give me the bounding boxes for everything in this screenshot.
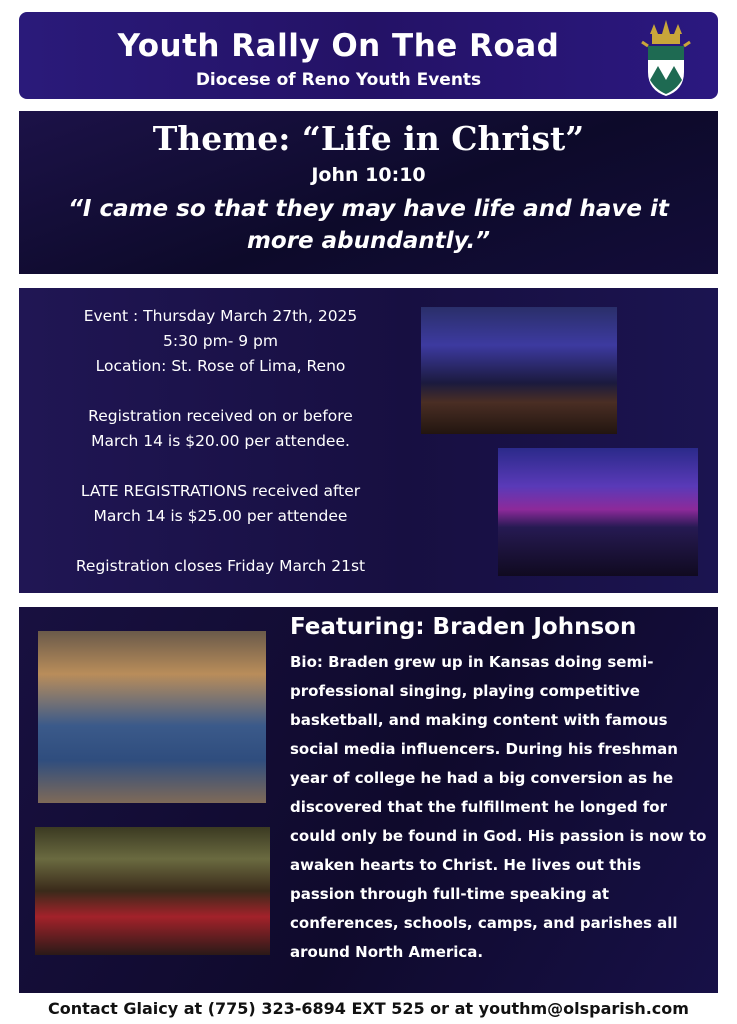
scripture-quote: “I came so that they may have life and have it more abundantly.”: [68, 196, 669, 254]
scripture-reference: John 10:10: [311, 164, 426, 186]
speaker-heading: Featuring: Braden Johnson: [290, 614, 637, 640]
contact-info: Contact Glaicy at (775) 323-6894 EXT 525 or at youthm@olsparish.com: [48, 999, 689, 1018]
page-title: Youth Rally On The Road: [117, 28, 560, 64]
header-banner: [19, 12, 718, 99]
theme-title: Theme: “Life in Christ”: [152, 119, 585, 158]
speaker-audience-photo: [35, 827, 270, 955]
featured-speaker-section: [19, 607, 718, 993]
event-details-section: [19, 288, 718, 593]
speaker-bio: Bio: Braden grew up in Kansas doing semi-professional singing, playing competitive basketball, and making content with famous social media influencers. During his freshman year of college he had a big conversion as he discovered that the fulfillment he longed for could only be found in God. His passion is now to awaken hearts to Christ. He lives out this passion through full-time speaking at conferences, schools, camps, and parishes all around North America.: [290, 653, 707, 961]
rally-stage-photo: [421, 307, 617, 434]
speaker-portrait-photo: [38, 631, 266, 803]
theme-section: [19, 111, 718, 274]
late-registration-line2: March 14 is $25.00 per attendee: [93, 507, 348, 525]
early-registration-line2: March 14 is $20.00 per attendee.: [91, 432, 350, 450]
event-info: [19, 304, 422, 579]
early-registration-line1: Registration received on or before: [88, 407, 353, 425]
event-date: Event : Thursday March 27th, 2025: [83, 307, 358, 325]
diocese-crest-icon: [640, 20, 692, 98]
registration-deadline: Registration closes Friday March 21st: [75, 557, 366, 575]
event-location: Location: St. Rose of Lima, Reno: [95, 357, 346, 375]
late-registration-line1: LATE REGISTRATIONS received after: [80, 482, 361, 500]
worship-concert-photo: [498, 448, 698, 576]
event-time: 5:30 pm- 9 pm: [163, 332, 278, 350]
page-subtitle: Diocese of Reno Youth Events: [195, 70, 482, 90]
